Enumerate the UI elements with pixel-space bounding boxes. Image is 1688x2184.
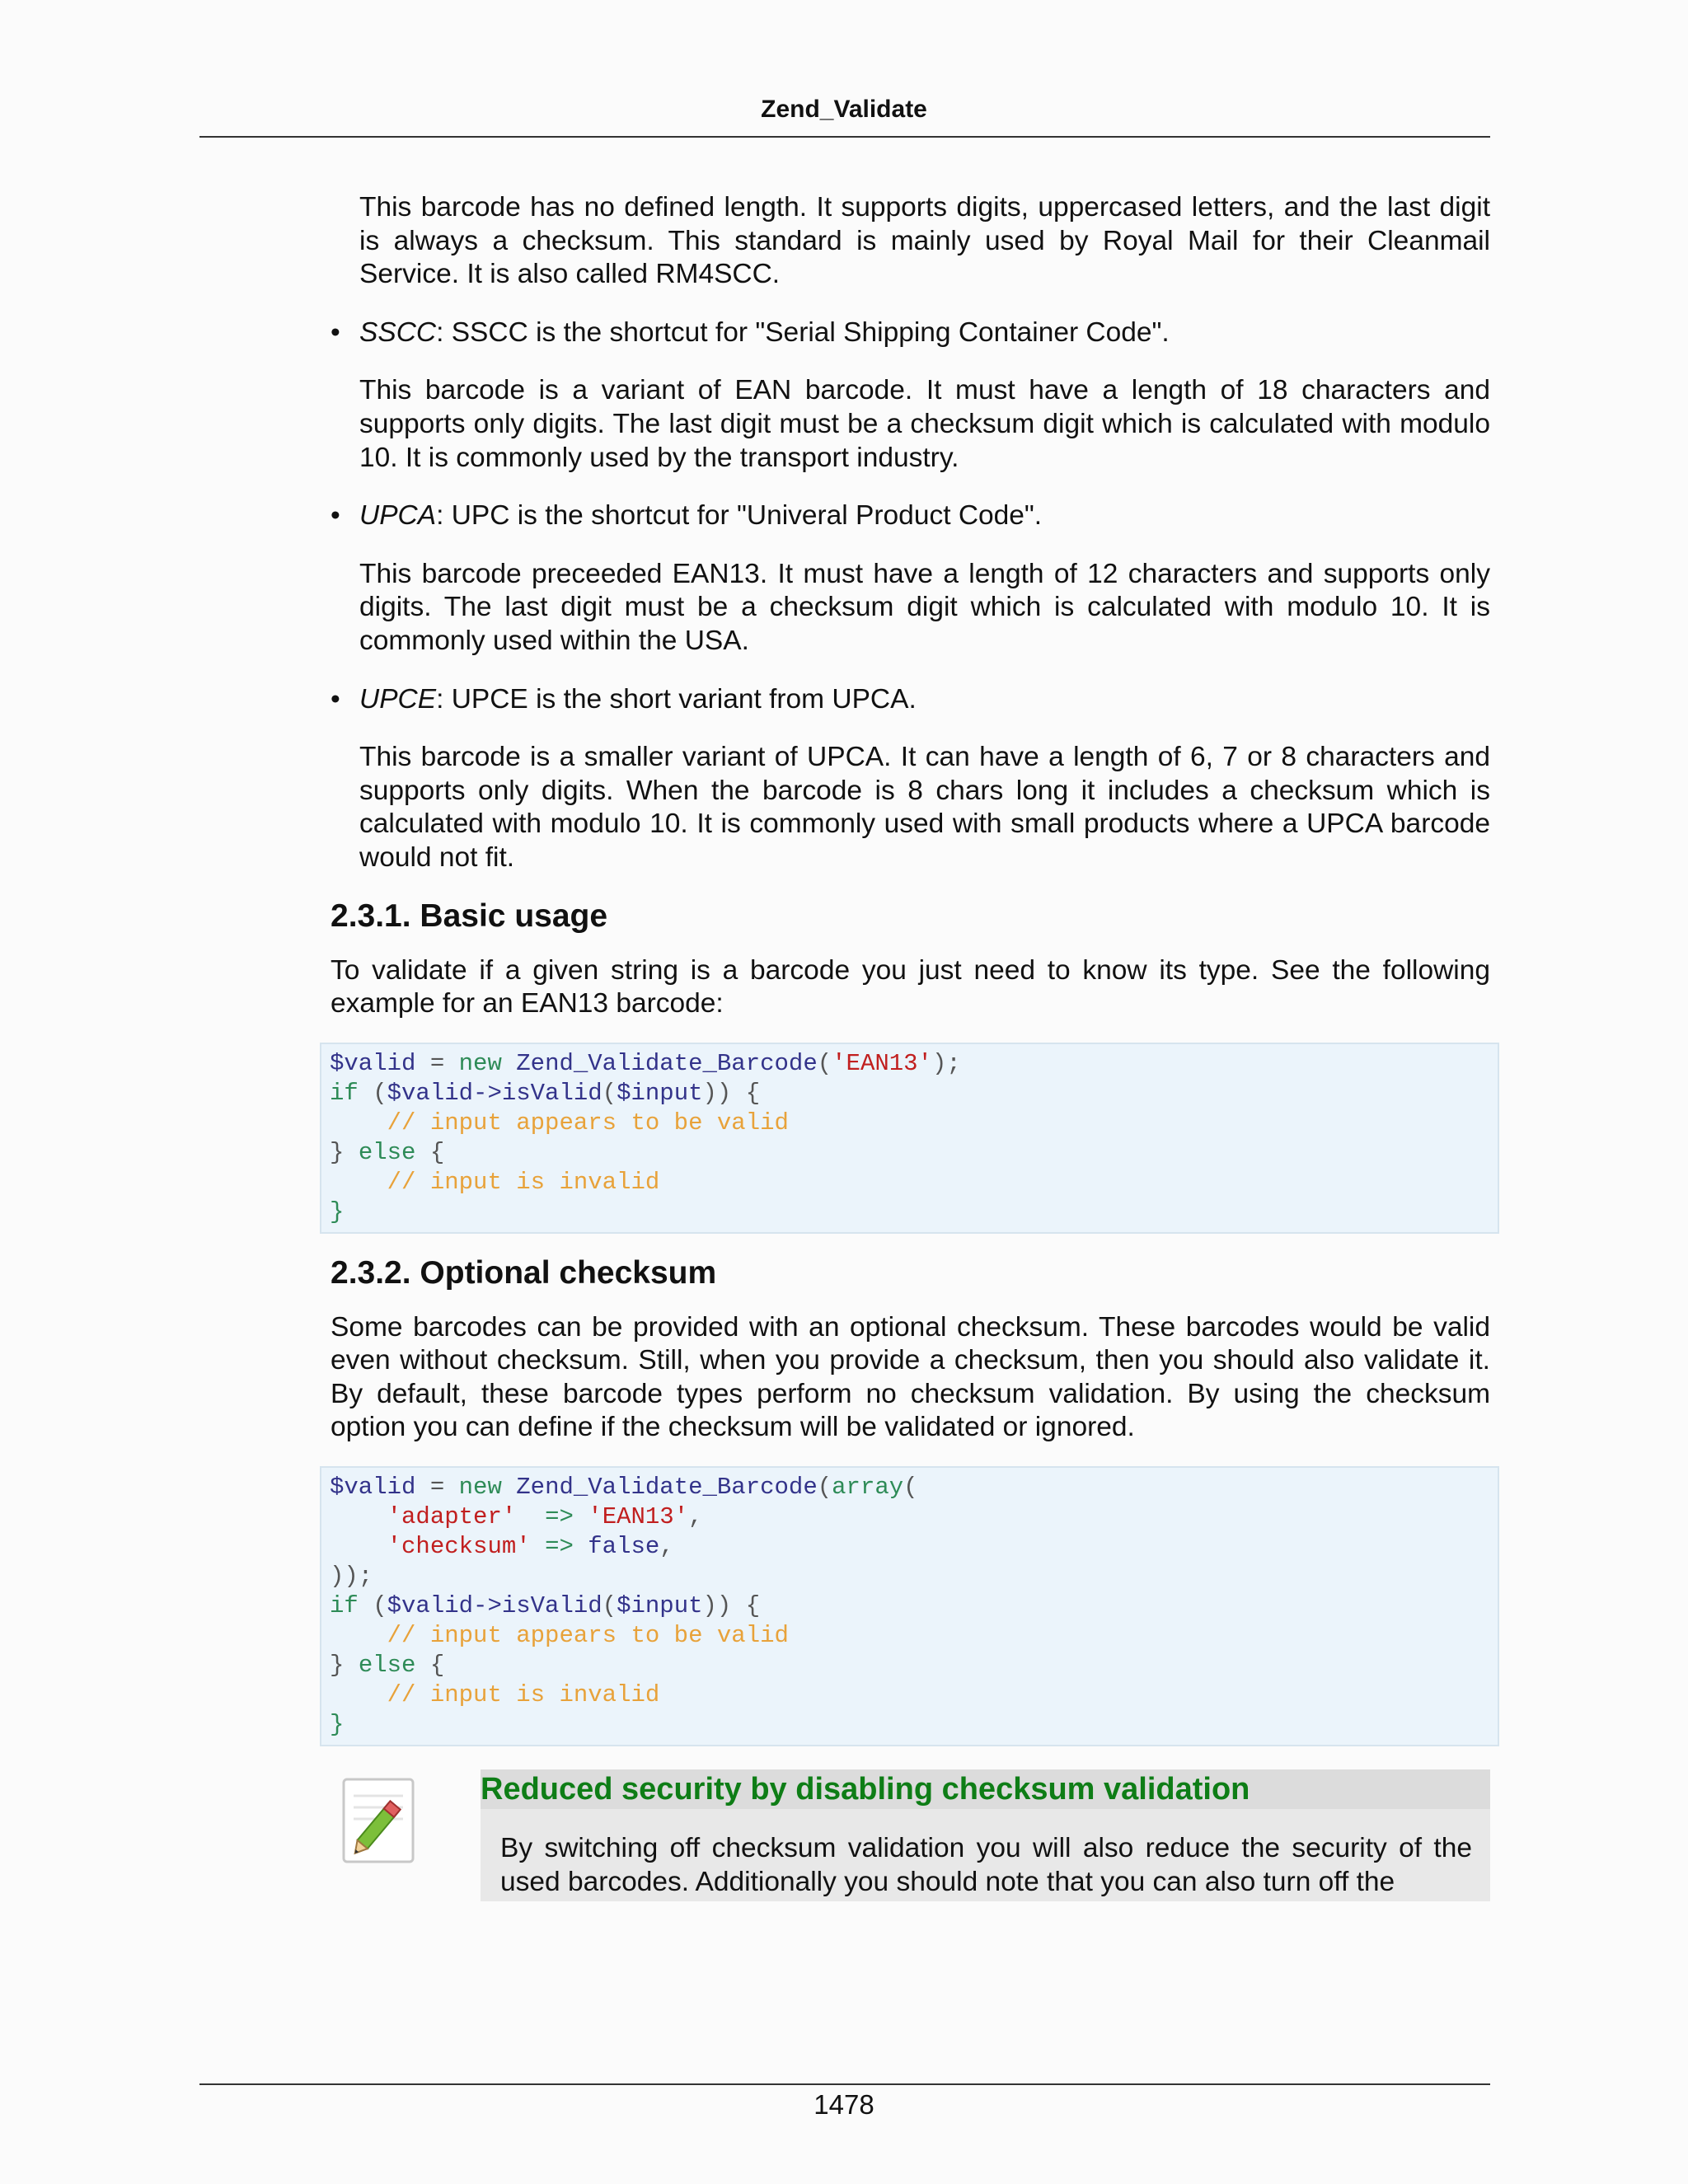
code-token: ( — [373, 1079, 387, 1107]
code-token: = — [415, 1049, 459, 1077]
code-token: ( — [602, 1592, 617, 1620]
code-token: } — [330, 1197, 345, 1226]
bullet-icon: • — [331, 683, 340, 715]
code-token — [330, 1503, 387, 1530]
code-token — [516, 1503, 545, 1530]
bullet-summary: : UPCE is the short variant from UPCA. — [436, 683, 917, 715]
note-title: Reduced security by disabling checksum validation — [481, 1769, 1490, 1809]
bullet-summary: : UPC is the shortcut for "Univeral Product Code". — [436, 500, 1043, 532]
code-token: else — [358, 1652, 416, 1680]
bullet-icon: • — [331, 316, 340, 348]
code-token: if — [330, 1592, 373, 1620]
footer-rule — [199, 2083, 1490, 2085]
code-token: { — [415, 1138, 445, 1166]
bullet-summary: : SSCC is the shortcut for "Serial Shipping Container Code". — [436, 316, 1170, 348]
code-token: , — [659, 1533, 674, 1561]
code-token: 'EAN13' — [588, 1503, 689, 1531]
list-item — [331, 683, 1490, 717]
bullet-term: UPCA — [359, 500, 437, 532]
code-token: // input appears to be valid — [387, 1108, 789, 1137]
code-token: $valid — [330, 1049, 416, 1077]
code-token: Zend_Validate_Barcode — [516, 1474, 818, 1502]
bullet-detail: This barcode is a smaller variant of UPCA. It can have a length of 6, 7 or 8 characters and supports only digits. When the barcode is 8 chars long it includes a checksum which is calculated with modulo 10. It is commonly used with small products where a UPCA barcode would not fit. — [359, 742, 1490, 873]
code-token — [330, 1169, 387, 1196]
code-token: ( — [817, 1474, 832, 1502]
page-number: 1478 — [814, 2089, 874, 2120]
code-token: $input — [617, 1079, 703, 1107]
note-admonition — [331, 1769, 1490, 1910]
running-header: Zend_Validate — [761, 96, 927, 123]
code-token: Zend_Validate_Barcode — [516, 1049, 818, 1077]
code-token: => — [545, 1503, 574, 1531]
section-heading-optional-checksum: 2.3.2. Optional checksum — [331, 1254, 717, 1291]
code-token: 'EAN13' — [832, 1049, 932, 1077]
code-token: )) { — [702, 1079, 761, 1107]
code-token: array — [832, 1474, 904, 1502]
code-token: false — [588, 1533, 660, 1561]
code-token: } — [330, 1138, 359, 1166]
optional-checksum-text: Some barcodes can be provided with an optional checksum. These barcodes would be valid even without checksum. Still, when you provide a checksum, then you should also validate it. By default, these barcode types perform no checksum validation. By using the checksum option you can define if the checksum will be validated or ignored. — [331, 1311, 1490, 1443]
code-token: } — [330, 1711, 345, 1739]
list-item — [331, 499, 1490, 533]
code-token: $valid->isValid — [387, 1592, 603, 1620]
code-token: 'adapter' — [387, 1503, 517, 1531]
code-block-checksum — [320, 1466, 1499, 1746]
bullet-detail: This barcode is a variant of EAN barcode. It must have a length of 18 characters and supports only digits. The last digit must be a checksum digit which is calculated with modulo 10. It is commonly used by the transport industry. — [359, 375, 1490, 473]
code-token: ); — [931, 1049, 961, 1077]
code-token: = — [415, 1474, 459, 1502]
code-block-basic — [320, 1043, 1499, 1234]
code-token: $valid->isValid — [387, 1079, 603, 1107]
code-token — [531, 1533, 545, 1560]
code-token — [330, 1109, 387, 1137]
code-token: } — [330, 1652, 359, 1680]
code-token — [330, 1681, 387, 1708]
code-token: ( — [817, 1049, 832, 1077]
code-token — [574, 1533, 588, 1560]
note-box — [481, 1769, 1490, 1901]
code-token: new — [458, 1474, 517, 1502]
bullet-term: SSCC — [359, 316, 437, 348]
code-token: ( — [373, 1592, 387, 1620]
code-token: )); — [330, 1563, 373, 1591]
code-token: // input is invalid — [387, 1168, 660, 1196]
code-token: { — [415, 1652, 445, 1680]
bullet-icon: • — [331, 500, 340, 532]
page-content — [331, 191, 1490, 1910]
list-item — [331, 316, 1490, 350]
code-token — [330, 1622, 387, 1649]
bullet-detail: This barcode preceeded EAN13. It must have a length of 12 characters and supports only digits. The last digit must be a checksum digit which is calculated with modulo 10. It is commonly used within the USA. — [359, 558, 1490, 656]
code-token: )) { — [702, 1592, 761, 1620]
code-token: ( — [903, 1474, 918, 1502]
note-text: By switching off checksum validation you will also reduce the security of the used barcodes. Additionally you should note that you can also turn off the — [481, 1809, 1490, 1901]
code-token: , — [688, 1503, 703, 1531]
code-token: $valid — [330, 1474, 416, 1502]
intro-paragraph: This barcode has no defined length. It supports digits, uppercased letters, and the last digit is always a checksum. This standard is mainly used by Royal Mail for their Cleanmail Service. It is also called RM4SCC. — [359, 192, 1490, 290]
code-token: 'checksum' — [387, 1533, 531, 1561]
code-token: else — [358, 1138, 416, 1166]
basic-usage-text: To validate if a given string is a barcode you just need to know its type. See the following example for an EAN13 barcode: — [331, 954, 1490, 1019]
code-token: if — [330, 1079, 373, 1107]
code-token: // input is invalid — [387, 1681, 660, 1709]
bullet-term: UPCE — [359, 683, 437, 715]
code-token: new — [458, 1049, 517, 1077]
code-token — [574, 1503, 588, 1530]
header-rule — [199, 136, 1490, 138]
code-token: ( — [602, 1079, 617, 1107]
code-token — [330, 1533, 387, 1560]
section-heading-basic-usage: 2.3.1. Basic usage — [331, 898, 608, 934]
pencil-note-icon — [337, 1776, 420, 1867]
code-token: $input — [617, 1592, 703, 1620]
code-token: // input appears to be valid — [387, 1622, 789, 1650]
code-token: => — [545, 1533, 574, 1561]
